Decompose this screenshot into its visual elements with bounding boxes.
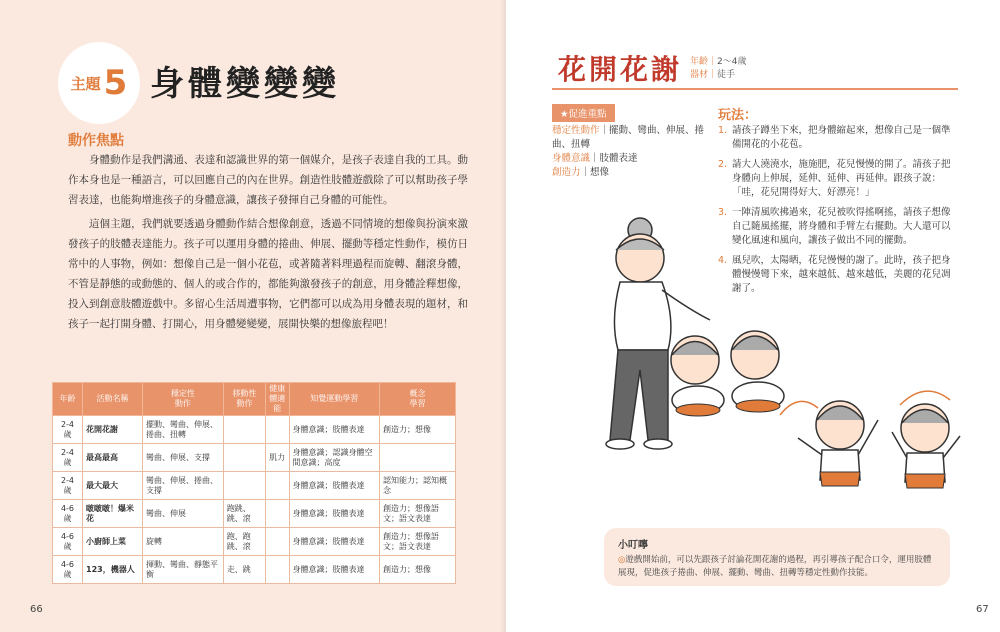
cell-concept: 創造力；想像 [379, 556, 455, 584]
promo-tag: ★促進重點 [552, 104, 615, 122]
intro-paragraph-1: 身體動作是我們溝通、表達和認識世界的第一個媒介，是孩子表達自我的工具。動作本身也是一種語言，可以回應自己的內在世界。創造性肢體遊戲除了可以幫助孩子學習表達，也能夠增進孩子的身體意識，讓孩子發揮自己身體的可能性。 [68, 154, 468, 206]
promo-key: 身體意識 [552, 153, 591, 164]
promo-key: 穩定性動作 [552, 125, 600, 136]
cell-concept: 創造力；想像 [379, 416, 455, 444]
swaying-child-2 [892, 391, 960, 488]
table-row [53, 500, 456, 528]
cell-name: 最高最高 [83, 444, 143, 472]
equipment-value: 徒手 [717, 70, 736, 80]
step-number: 3. [718, 207, 728, 218]
step-item [718, 158, 958, 200]
crouching-child-1 [671, 336, 724, 416]
cell-name: 小廚師上菜 [83, 528, 143, 556]
cell-age: 2-4 歲 [53, 472, 83, 500]
bullet-icon: ◎ [618, 555, 626, 565]
promo-item [552, 124, 722, 152]
th-age: 年齡 [53, 383, 83, 416]
theme-label: 主題 [70, 74, 101, 93]
tip-text: 遊戲開始前，可以先跟孩子討論花開花謝的過程，再引導孩子配合口令，運用肢體展現，促進孩子捲曲、伸展、擺動、彎曲、扭轉等穩定性動作技能。 [618, 555, 932, 578]
cell-name: 花開花謝 [83, 416, 143, 444]
focus-heading: 動作焦點 [68, 133, 124, 149]
cell-perceptual: 身體意識；認識身體空間意識；高度 [289, 444, 379, 472]
page-number-left: 66 [30, 604, 43, 615]
table-row [53, 556, 456, 584]
cell-locomotor [223, 444, 265, 472]
th-perceptual: 知覺運動學習 [289, 383, 379, 416]
title-rule [552, 88, 958, 90]
table-row [53, 416, 456, 444]
cell-name: 123，機器人 [83, 556, 143, 584]
tip-box [604, 528, 950, 586]
cell-concept: 創造力；想像語文；語文表達 [379, 500, 455, 528]
cell-fitness [266, 556, 289, 584]
cell-stability: 彎曲、伸展、捲曲、支撐 [143, 472, 224, 500]
cell-name: 啵啵啵！爆米花 [83, 500, 143, 528]
step-number: 4. [718, 255, 728, 266]
activity-table [52, 382, 456, 584]
cell-fitness [266, 528, 289, 556]
promo-item [552, 166, 722, 180]
promo-item [552, 152, 722, 166]
cell-concept: 創造力；想像語文；語文表達 [379, 528, 455, 556]
cell-concept [379, 444, 455, 472]
cell-stability: 旋轉 [143, 528, 224, 556]
table-row [53, 472, 456, 500]
cell-locomotor: 跑跳、跳、滾 [223, 500, 265, 528]
age-label: 年齡｜ [690, 57, 718, 67]
promo-value: ｜擺動、彎曲、伸展、捲曲、扭轉 [552, 125, 705, 150]
table-row [53, 528, 456, 556]
cell-age: 4-6 歲 [53, 556, 83, 584]
step-number: 2. [718, 159, 728, 170]
step-number: 1. [718, 125, 728, 136]
cell-locomotor [223, 472, 265, 500]
promo-value: ｜想像 [580, 167, 610, 178]
cell-locomotor: 跑、跑跳、滾 [223, 528, 265, 556]
theme-badge [58, 42, 140, 124]
step-text: 一陣清風吹拂過來，花兒被吹得搖啊搖，請孩子想像自己隨風搖擺，將身體和手臂左右擺動。大人還可以變化風速和風向，讓孩子做出不同的擺動。 [732, 207, 951, 246]
children-play-illustration [540, 210, 980, 510]
cell-fitness [266, 500, 289, 528]
table-row [53, 444, 456, 472]
step-text: 請大人澆澆水，施施肥，花兒慢慢的開了。請孩子把身體向上伸展，延伸、延伸、再延伸。跟孩子說：「哇，花兒開得好大、好漂亮！」 [732, 159, 951, 198]
promo-value: ｜肢體表達 [590, 153, 638, 164]
cell-stability: 揮動、彎曲、靜態平衡 [143, 556, 224, 584]
activity-meta [690, 56, 746, 82]
cell-name: 最大最大 [83, 472, 143, 500]
swaying-child-1 [780, 401, 878, 486]
step-text: 風兒吹，太陽晒，花兒慢慢的謝了。此時，孩子把身體慢慢彎下來，越來越低、越來越低，美麗的花兒凋謝了。 [732, 255, 951, 294]
age-value: 2～4歲 [717, 57, 747, 67]
intro-paragraph-2: 這個主題，我們就要透過身體動作結合想像創意，透過不同情境的想像與扮演來激發孩子的肢體表達能力。孩子可以運用身體的捲曲、伸展、擺動等穩定性動作，模仿日常中的人事物，例如：想像自己是一個小花苞，或著隨著料理過程而旋轉、翻滾身體，不管是靜態的或動態的、個人的或合作的，都能夠激發孩子的創意，用身體詮釋想像，投入到創意肢體遊戲中。多留心生活周遭事物，它們都可以成為用身體表現的題材，和孩子一起打開身體、打開心，用身體變變變，展開快樂的想像旅程吧！ [68, 218, 468, 330]
cell-age: 2-4 歲 [53, 444, 83, 472]
activity-title: 花開花謝 [558, 53, 683, 86]
th-stability: 穩定性 動作 [143, 383, 224, 416]
theme-number: 5 [103, 63, 128, 103]
cell-perceptual: 身體意識；肢體表達 [289, 416, 379, 444]
th-name: 活動名稱 [83, 383, 143, 416]
cell-stability: 擺動、彎曲、伸展、捲曲、扭轉 [143, 416, 224, 444]
cell-perceptual: 身體意識；肢體表達 [289, 472, 379, 500]
promo-list [552, 124, 722, 180]
step-text: 請孩子蹲坐下來，把身體縮起來，想像自己是一個準備開花的小花苞。 [732, 125, 951, 150]
th-concept: 概念 學習 [379, 383, 455, 416]
tip-text-wrap [618, 554, 936, 580]
cell-locomotor: 走、跳 [223, 556, 265, 584]
cell-age: 2-4 歲 [53, 416, 83, 444]
crouching-child-2 [731, 331, 784, 412]
cell-stability: 彎曲、伸展 [143, 500, 224, 528]
promo-key: 創造力 [552, 167, 581, 178]
th-fitness: 健康 體適能 [266, 383, 289, 416]
cell-age: 4-6 歲 [53, 500, 83, 528]
cell-fitness: 肌力 [266, 444, 289, 472]
th-locomotor: 移動性 動作 [223, 383, 265, 416]
cell-perceptual: 身體意識；肢體表達 [289, 556, 379, 584]
right-page [506, 0, 1000, 632]
cell-stability: 彎曲、伸展、支撐 [143, 444, 224, 472]
table-header-row [53, 383, 456, 416]
theme-title: 身體變變變 [150, 64, 340, 104]
cell-perceptual: 身體意識；肢體表達 [289, 528, 379, 556]
page-number-right: 67 [976, 604, 989, 615]
step-item [718, 124, 958, 152]
play-heading: 玩法： [718, 108, 758, 123]
tip-title: 小叮嚀 [618, 540, 648, 551]
cell-locomotor [223, 416, 265, 444]
cell-concept: 認知能力；認知概念 [379, 472, 455, 500]
cell-fitness [266, 416, 289, 444]
cell-perceptual: 身體意識；肢體表達 [289, 500, 379, 528]
cell-fitness [266, 472, 289, 500]
cell-age: 4-6 歲 [53, 528, 83, 556]
equipment-label: 器材｜ [690, 70, 718, 80]
